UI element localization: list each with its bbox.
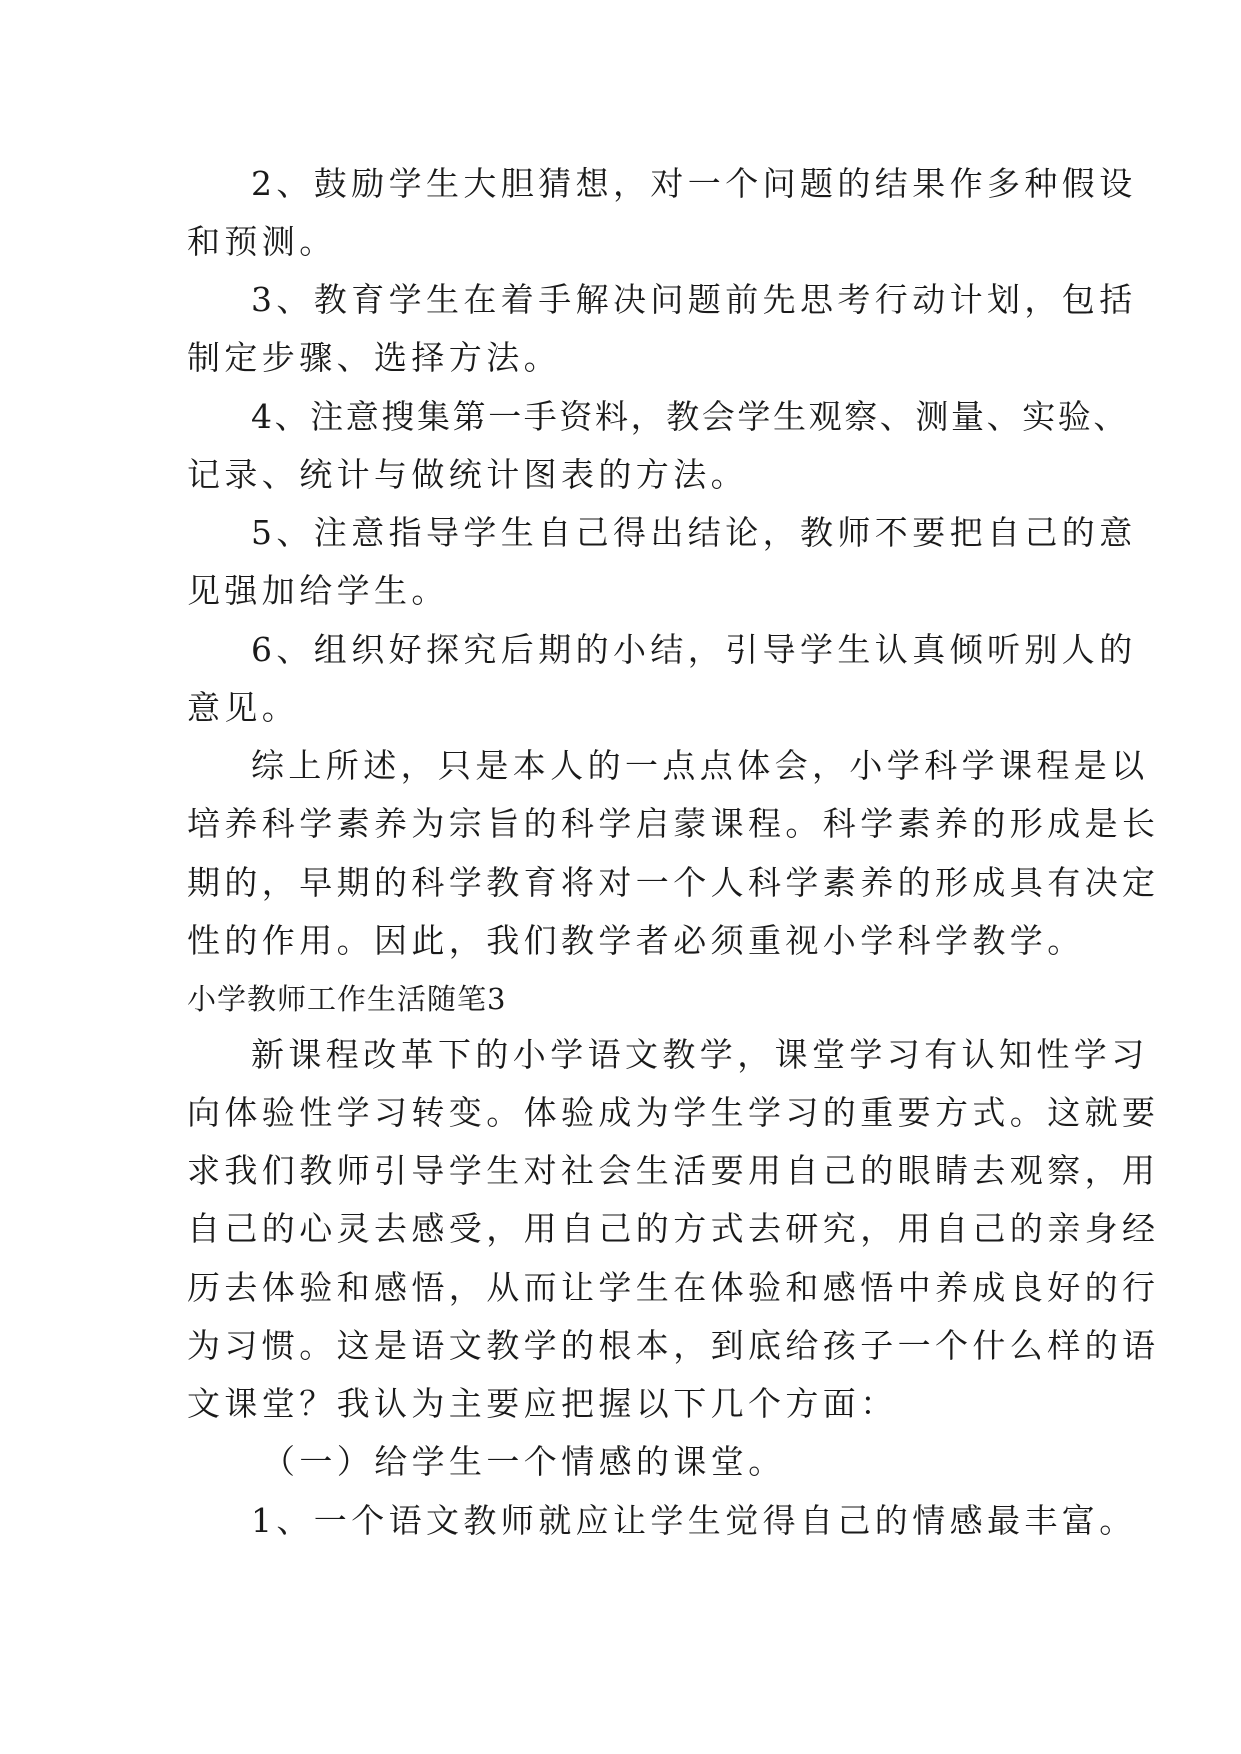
paragraph-line: 4、注意搜集第一手资料，教会学生观察、测量、实验、	[251, 397, 1129, 436]
paragraph-line: 6、组织好探究后期的小结，引导学生认真倾听别人的	[251, 630, 1137, 669]
paragraph-line: 历去体验和感悟，从而让学生在体验和感悟中养成良好的行	[187, 1268, 1160, 1307]
paragraph-line: 文课堂？我认为主要应把握以下几个方面：	[187, 1384, 898, 1423]
paragraph-line: 培养科学素养为宗旨的科学启蒙课程。科学素养的形成是长	[187, 804, 1160, 843]
section-heading: 小学教师工作生活随笔3	[187, 982, 507, 1016]
paragraph-line: 记录、统计与做统计图表的方法。	[187, 455, 748, 494]
paragraph-line: 5、注意指导学生自己得出结论，教师不要把自己的意	[251, 513, 1137, 552]
paragraph-line: 制定步骤、选择方法。	[187, 338, 561, 377]
paragraph-line: 性的作用。因此，我们教学者必须重视小学科学教学。	[187, 921, 1085, 960]
paragraph-line: 和预测。	[187, 222, 337, 261]
paragraph-line: 新课程改革下的小学语文教学，课堂学习有认知性学习	[251, 1035, 1149, 1074]
paragraph-line: 为习惯。这是语文教学的根本，到底给孩子一个什么样的语	[187, 1326, 1160, 1365]
paragraph-line: 自己的心灵去感受，用自己的方式去研究，用自己的亲身经	[187, 1209, 1160, 1248]
subsection-heading: （一）给学生一个情感的课堂。	[262, 1442, 786, 1481]
paragraph-line: 向体验性学习转变。体验成为学生学习的重要方式。这就要	[187, 1093, 1160, 1132]
paragraph-line: 3、教育学生在着手解决问题前先思考行动计划，包括	[251, 280, 1137, 319]
paragraph-line: 意见。	[187, 688, 300, 727]
paragraph-line: 1、一个语文教师就应让学生觉得自己的情感最丰富。	[251, 1501, 1137, 1540]
paragraph-line: 见强加给学生。	[187, 571, 449, 610]
paragraph-line: 综上所述，只是本人的一点点体会，小学科学课程是以	[251, 746, 1149, 785]
paragraph-line: 期的，早期的科学教育将对一个人科学素养的形成具有决定	[187, 863, 1160, 902]
paragraph-line: 2、鼓励学生大胆猜想，对一个问题的结果作多种假设	[251, 164, 1137, 203]
paragraph-line: 求我们教师引导学生对社会生活要用自己的眼睛去观察，用	[187, 1151, 1160, 1190]
